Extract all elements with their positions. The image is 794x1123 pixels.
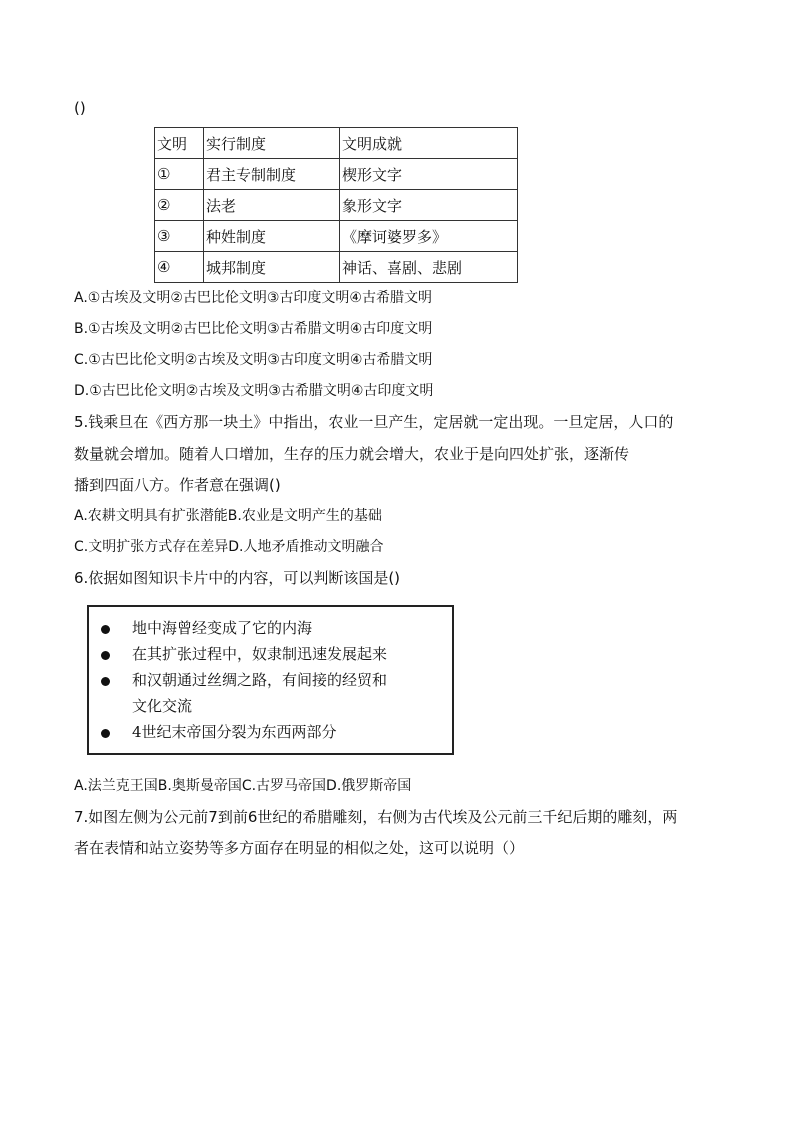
card-item: [101, 643, 387, 664]
q4-stem: (): [74, 99, 86, 117]
bullet-icon: [101, 625, 110, 634]
q5-line-3: 播到四面八方。作者意在强调(): [74, 476, 281, 494]
q5-option-ab: A.农耕文明具有扩张潜能B.农业是文明产生的基础: [74, 508, 382, 524]
card-text: 和汉朝通过丝绸之路，有间接的经贸和: [132, 671, 388, 689]
table-header-cell: 文明: [155, 128, 204, 159]
q4-option-a: A.①古埃及文明②古巴比伦文明③古印度文明④古希腊文明: [74, 290, 432, 306]
card-item: [101, 617, 312, 638]
table-row: [155, 190, 518, 221]
card-item: [101, 669, 387, 690]
table-cell: ④: [155, 252, 204, 283]
bullet-icon: [101, 729, 110, 738]
q4-option-c: C.①古巴比伦文明②古埃及文明③古印度文明④古希腊文明: [74, 352, 433, 368]
table-row: [155, 159, 518, 190]
q5-line-2: 数量就会增加。随着人口增加，生存的压力就会增大，农业于是向四处扩张，逐渐传: [74, 445, 630, 463]
table-cell: ①: [155, 159, 204, 190]
q7-line-2: 者在表情和站立姿势等多方面存在明显的相似之处，这可以说明（）: [74, 839, 525, 857]
bullet-icon: [101, 677, 110, 686]
card-text: 4世纪末帝国分裂为东西两部分: [132, 723, 337, 741]
civilization-table: [154, 127, 518, 283]
table-cell: ③: [155, 221, 204, 252]
q5-line-1: 5.钱乘旦在《西方那一块土》中指出，农业一旦产生，定居就一定出现。一旦定居，人口的: [74, 413, 674, 431]
knowledge-card: [87, 605, 454, 755]
table-header-row: [155, 128, 518, 159]
table-cell: 君主专制制度: [204, 159, 340, 190]
table-cell: 《摩诃婆罗多》: [340, 221, 518, 252]
table-cell: 法老: [204, 190, 340, 221]
table-cell: ②: [155, 190, 204, 221]
card-item: [101, 721, 337, 742]
q6-stem: 6.依据如图知识卡片中的内容，可以判断该国是(): [74, 569, 401, 587]
q7-line-1: 7.如图左侧为公元前7到前6世纪的希腊雕刻，右侧为古代埃及公元前三千纪后期的雕刻，两: [74, 808, 678, 826]
q4-option-d: D.①古巴比伦文明②古埃及文明③古希腊文明④古印度文明: [74, 383, 434, 399]
table-cell: 楔形文字: [340, 159, 518, 190]
table-row: [155, 252, 518, 283]
q5-option-cd: C.文明扩张方式存在差异D.人地矛盾推动文明融合: [74, 539, 384, 555]
table-cell: 神话、喜剧、悲剧: [340, 252, 518, 283]
table-row: [155, 221, 518, 252]
table-header-cell: 文明成就: [340, 128, 518, 159]
card-text: 在其扩张过程中，奴隶制迅速发展起来: [132, 645, 388, 663]
bullet-icon: [101, 651, 110, 660]
q6-options: A.法兰克王国B.奥斯曼帝国C.古罗马帝国D.俄罗斯帝国: [74, 778, 412, 794]
q4-option-b: B.①古埃及文明②古巴比伦文明③古希腊文明④古印度文明: [74, 321, 433, 337]
table-cell: 种姓制度: [204, 221, 340, 252]
table-cell: 城邦制度: [204, 252, 340, 283]
card-text: 地中海曾经变成了它的内海: [132, 619, 313, 637]
table-cell: 象形文字: [340, 190, 518, 221]
card-text-continued: 文化交流: [132, 697, 193, 715]
table-header-cell: 实行制度: [204, 128, 340, 159]
